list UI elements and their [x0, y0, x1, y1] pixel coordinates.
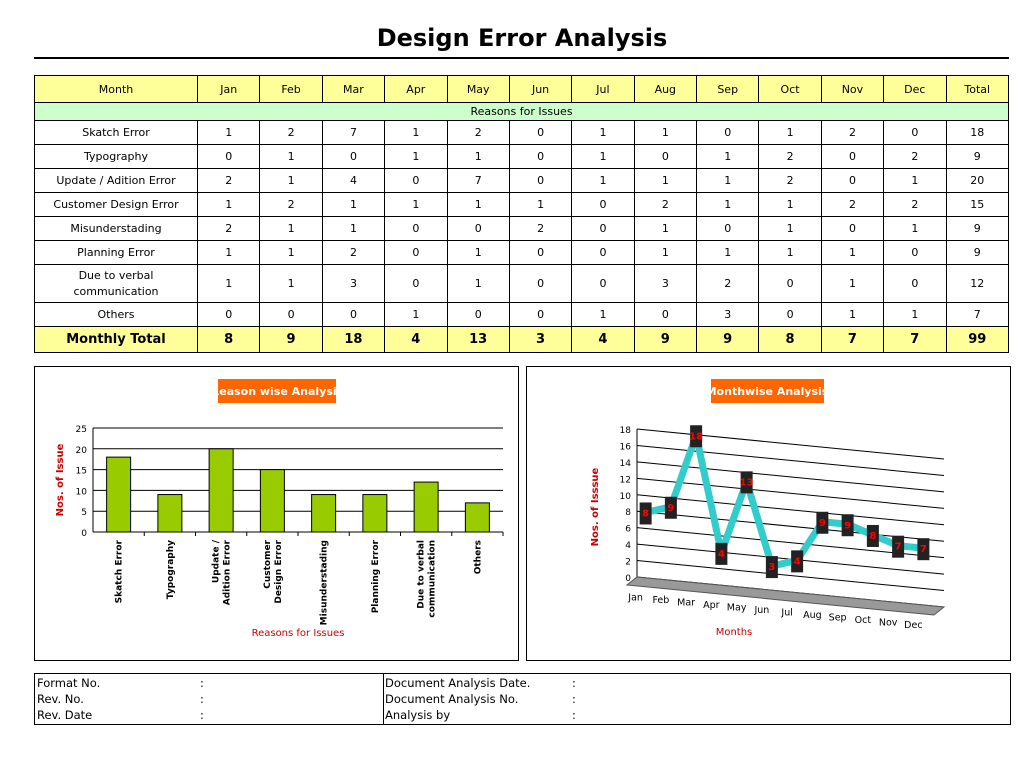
value-cell: 1: [509, 193, 571, 217]
x-category-label: Jul: [781, 607, 793, 619]
x-category-label: Jun: [754, 604, 770, 616]
value-cell: 1: [385, 193, 447, 217]
x-category-label: Apr: [703, 599, 720, 611]
value-cell: 0: [322, 303, 384, 327]
error-table: [34, 75, 1009, 353]
monthly-total-cell: 4: [385, 327, 447, 353]
value-cell: 0: [509, 265, 571, 303]
row-total-cell: 15: [946, 193, 1009, 217]
value-cell: 0: [697, 121, 759, 145]
month-header: Month: [35, 76, 198, 103]
month-header-cell: May: [447, 76, 509, 103]
row-total-cell: 9: [946, 217, 1009, 241]
table-row: [35, 303, 1009, 327]
value-cell: 1: [572, 303, 634, 327]
bar: [107, 457, 131, 532]
footer-label: Document Analysis No.: [385, 692, 519, 706]
table-row: [35, 121, 1009, 145]
footer-colon: :: [200, 708, 204, 722]
value-cell: 1: [759, 193, 821, 217]
table-header-row: [35, 76, 1009, 103]
month-header-cell: Oct: [759, 76, 821, 103]
x-category-label: Typography: [165, 540, 176, 600]
value-cell: 0: [509, 303, 571, 327]
row-total-cell: 12: [946, 265, 1009, 303]
value-cell: 1: [447, 145, 509, 169]
month-header-cell: Feb: [260, 76, 322, 103]
y-tick-label: 12: [619, 475, 631, 486]
row-total-cell: 9: [946, 145, 1009, 169]
monthly-total-cell: 3: [509, 327, 571, 353]
y-tick-label: 15: [75, 466, 87, 477]
value-cell: 3: [634, 265, 696, 303]
value-cell: 0: [884, 265, 946, 303]
value-cell: 0: [322, 145, 384, 169]
value-cell: 2: [884, 193, 946, 217]
x-category-label: Others: [473, 540, 484, 575]
footer-label: Rev. No.: [37, 692, 84, 706]
value-cell: 1: [260, 145, 322, 169]
value-cell: 2: [697, 265, 759, 303]
value-cell: 2: [634, 193, 696, 217]
row-label: Misunderstading: [35, 217, 198, 241]
row-label: Skatch Error: [35, 121, 198, 145]
x-axis-title: Months: [715, 627, 753, 638]
value-cell: 0: [821, 169, 883, 193]
value-cell: 1: [198, 121, 260, 145]
x-category-label: Sep: [828, 612, 847, 624]
chart-title: Reason wise Analysis: [210, 385, 344, 398]
y-tick-label: 25: [75, 425, 87, 435]
footer-label: Rev. Date: [37, 708, 93, 722]
x-category-label: Aug: [803, 609, 822, 621]
value-cell: 1: [322, 193, 384, 217]
value-cell: 2: [260, 193, 322, 217]
value-cell: 1: [821, 303, 883, 327]
value-cell: 2: [759, 145, 821, 169]
gridline: [637, 429, 944, 459]
x-category-label: Due to verbalcommunication: [416, 540, 438, 618]
bar: [465, 503, 489, 532]
title-underline: [34, 57, 1009, 59]
value-cell: 1: [884, 169, 946, 193]
value-cell: 1: [759, 121, 821, 145]
value-cell: 1: [385, 303, 447, 327]
data-label: 9: [667, 502, 675, 514]
bar: [158, 495, 182, 532]
value-cell: 0: [509, 169, 571, 193]
footer-divider: [383, 674, 384, 724]
value-cell: 1: [447, 265, 509, 303]
value-cell: 1: [821, 241, 883, 265]
y-tick-label: 20: [75, 445, 87, 456]
y-tick-label: 8: [625, 508, 631, 519]
footer-colon: :: [572, 692, 576, 706]
value-cell: 1: [322, 217, 384, 241]
data-label: 7: [919, 544, 927, 556]
value-cell: 1: [697, 193, 759, 217]
grand-total-cell: 99: [946, 327, 1009, 353]
data-label: 3: [768, 562, 776, 574]
monthly-total-cell: 13: [447, 327, 509, 353]
y-tick-label: 14: [619, 458, 631, 469]
monthly-total-cell: 9: [260, 327, 322, 353]
row-total-cell: 9: [946, 241, 1009, 265]
value-cell: 0: [385, 241, 447, 265]
month-header-cell: Dec: [884, 76, 946, 103]
value-cell: 1: [697, 145, 759, 169]
x-category-label: Planning Error: [370, 540, 381, 614]
table-row: [35, 193, 1009, 217]
value-cell: 1: [572, 169, 634, 193]
value-cell: 0: [509, 145, 571, 169]
monthly-total-cell: 8: [198, 327, 260, 353]
month-header-cell: Jul: [572, 76, 634, 103]
value-cell: 0: [634, 303, 696, 327]
month-chart-panel: [526, 366, 1011, 661]
value-cell: 0: [198, 145, 260, 169]
gridline: [637, 478, 944, 508]
section-row: [35, 103, 1009, 121]
data-label: 4: [793, 556, 801, 568]
y-tick-label: 0: [81, 529, 87, 539]
value-cell: 1: [260, 169, 322, 193]
x-category-label: Oct: [854, 614, 872, 626]
monthly-total-row: [35, 327, 1009, 353]
y-tick-label: 10: [619, 491, 631, 502]
value-cell: 2: [821, 121, 883, 145]
y-tick-label: 10: [75, 487, 87, 498]
value-cell: 0: [572, 193, 634, 217]
value-cell: 1: [572, 145, 634, 169]
row-total-cell: 7: [946, 303, 1009, 327]
y-tick-label: 2: [625, 557, 631, 568]
value-cell: 2: [759, 169, 821, 193]
value-cell: 0: [385, 265, 447, 303]
footer-colon: :: [200, 692, 204, 706]
series-line: [646, 435, 924, 566]
bar: [363, 495, 387, 532]
footer-colon: :: [200, 676, 204, 690]
data-label: 9: [818, 517, 826, 529]
value-cell: 1: [572, 121, 634, 145]
monthly-total-cell: 9: [634, 327, 696, 353]
value-cell: 1: [759, 217, 821, 241]
value-cell: 1: [385, 145, 447, 169]
chart-title: Monthwise Analysis: [705, 385, 829, 398]
value-cell: 3: [697, 303, 759, 327]
x-axis-title: Reasons for Issues: [251, 628, 345, 639]
data-label: 18: [689, 431, 704, 443]
value-cell: 1: [884, 217, 946, 241]
x-category-label: Dec: [904, 619, 923, 631]
x-category-label: Mar: [677, 597, 696, 609]
value-cell: 0: [572, 265, 634, 303]
value-cell: 2: [821, 193, 883, 217]
value-cell: 7: [322, 121, 384, 145]
value-cell: 1: [697, 241, 759, 265]
value-cell: 0: [447, 303, 509, 327]
row-total-cell: 20: [946, 169, 1009, 193]
bar: [312, 495, 336, 532]
month-line-chart: [527, 367, 1010, 660]
section-label: Reasons for Issues: [35, 103, 1009, 121]
value-cell: 0: [884, 121, 946, 145]
footer-colon: :: [572, 708, 576, 722]
month-header-cell: Mar: [322, 76, 384, 103]
value-cell: 3: [322, 265, 384, 303]
reason-chart-panel: [34, 366, 519, 661]
x-category-label: Nov: [878, 617, 898, 629]
value-cell: 2: [884, 145, 946, 169]
value-cell: 0: [260, 303, 322, 327]
y-tick-label: 0: [625, 574, 631, 584]
monthly-total-cell: 9: [697, 327, 759, 353]
value-cell: 1: [821, 265, 883, 303]
data-label: 8: [642, 508, 650, 520]
value-cell: 1: [447, 193, 509, 217]
row-label: Update / Adition Error: [35, 169, 198, 193]
value-cell: 0: [385, 169, 447, 193]
x-category-label: Skatch Error: [114, 540, 125, 604]
value-cell: 1: [198, 265, 260, 303]
value-cell: 0: [572, 241, 634, 265]
footer-label: Document Analysis Date.: [385, 676, 531, 690]
value-cell: 2: [198, 169, 260, 193]
value-cell: 2: [322, 241, 384, 265]
x-category-label: Jan: [628, 592, 643, 604]
table-row: [35, 241, 1009, 265]
page-title: Design Error Analysis: [376, 24, 668, 52]
value-cell: 0: [509, 121, 571, 145]
row-label: Due to verbal communication: [35, 265, 198, 303]
table-row: [35, 145, 1009, 169]
value-cell: 0: [447, 217, 509, 241]
data-label: 7: [894, 541, 902, 553]
value-cell: 1: [260, 217, 322, 241]
value-cell: 2: [198, 217, 260, 241]
table-row: [35, 217, 1009, 241]
monthly-total-cell: 8: [759, 327, 821, 353]
value-cell: 1: [634, 169, 696, 193]
monthly-total-cell: 7: [821, 327, 883, 353]
value-cell: 0: [198, 303, 260, 327]
value-cell: 1: [198, 193, 260, 217]
value-cell: 0: [759, 265, 821, 303]
reason-bar-chart: [35, 367, 518, 660]
month-header-cell: Nov: [821, 76, 883, 103]
monthly-total-cell: 4: [572, 327, 634, 353]
x-category-label: CustomerDesign Error: [262, 540, 284, 604]
value-cell: 2: [509, 217, 571, 241]
footer-label: Format No.: [37, 676, 101, 690]
monthly-total-cell: 7: [884, 327, 946, 353]
month-header-cell: Sep: [697, 76, 759, 103]
footer-label: Analysis by: [385, 708, 451, 722]
document-footer: [34, 673, 1011, 725]
gridline: [637, 495, 944, 525]
value-cell: 1: [447, 241, 509, 265]
x-category-label: Feb: [652, 594, 670, 606]
monthly-total-cell: 18: [322, 327, 384, 353]
row-label: Customer Design Error: [35, 193, 198, 217]
y-axis-title: Nos. of Issue: [55, 443, 66, 517]
value-cell: 1: [884, 303, 946, 327]
month-header-cell: Jun: [509, 76, 571, 103]
value-cell: 0: [884, 241, 946, 265]
total-header: Total: [946, 76, 1009, 103]
y-tick-label: 18: [619, 426, 631, 436]
y-tick-label: 6: [625, 524, 631, 535]
y-tick-label: 16: [619, 442, 631, 453]
data-label: 4: [717, 548, 725, 560]
value-cell: 2: [447, 121, 509, 145]
value-cell: 0: [697, 217, 759, 241]
value-cell: 0: [821, 217, 883, 241]
value-cell: 0: [821, 145, 883, 169]
y-tick-label: 5: [81, 508, 87, 519]
row-label: Others: [35, 303, 198, 327]
value-cell: 1: [697, 169, 759, 193]
data-label: 13: [739, 477, 754, 489]
footer-colon: :: [572, 676, 576, 690]
bar: [260, 470, 284, 532]
value-cell: 1: [634, 241, 696, 265]
x-category-label: May: [726, 602, 747, 614]
bar: [209, 449, 233, 532]
x-category-label: Misunderstading: [319, 540, 330, 626]
row-total-cell: 18: [946, 121, 1009, 145]
data-label: 9: [844, 520, 852, 532]
y-axis-title: Nos. of Isssue: [590, 467, 601, 547]
value-cell: 7: [447, 169, 509, 193]
y-tick-label: 4: [625, 541, 631, 552]
table-row: [35, 265, 1009, 303]
value-cell: 1: [634, 121, 696, 145]
value-cell: 0: [509, 241, 571, 265]
value-cell: 2: [260, 121, 322, 145]
row-label: Typography: [35, 145, 198, 169]
value-cell: 1: [759, 241, 821, 265]
table-row: [35, 169, 1009, 193]
value-cell: 0: [759, 303, 821, 327]
month-header-cell: Aug: [634, 76, 696, 103]
value-cell: 0: [385, 217, 447, 241]
data-label: 8: [869, 530, 877, 542]
bar: [414, 482, 438, 532]
row-label: Planning Error: [35, 241, 198, 265]
value-cell: 4: [322, 169, 384, 193]
value-cell: 1: [260, 241, 322, 265]
value-cell: 0: [572, 217, 634, 241]
value-cell: 1: [260, 265, 322, 303]
month-header-cell: Apr: [385, 76, 447, 103]
value-cell: 0: [634, 145, 696, 169]
x-category-label: Update /Adition Error: [211, 540, 233, 606]
month-header-cell: Jan: [198, 76, 260, 103]
value-cell: 1: [198, 241, 260, 265]
value-cell: 1: [385, 121, 447, 145]
value-cell: 1: [634, 217, 696, 241]
monthly-total-label: Monthly Total: [35, 327, 198, 353]
